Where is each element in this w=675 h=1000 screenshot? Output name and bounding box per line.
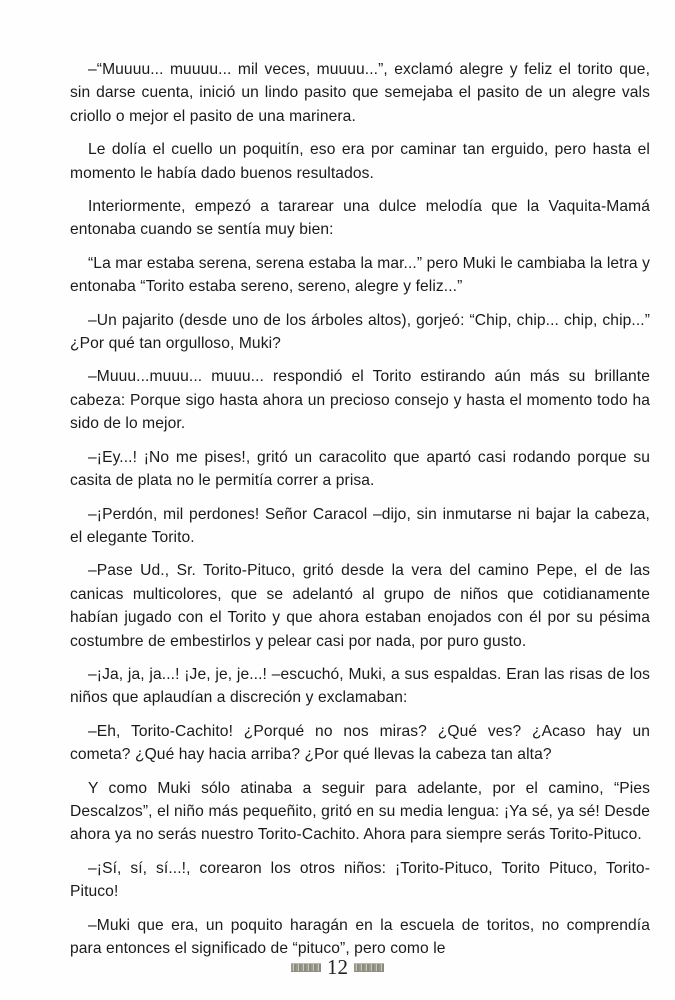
paragraph-5: –Un pajarito (desde uno de los árboles altos), gorjeó: “Chip, chip... chip, chip...” ¿Por qué tan orgulloso, Muki?	[70, 311, 650, 353]
paragraph-8: –¡Perdón, mil perdones! Señor Caracol –dijo, sin inmutarse ni bajar la cabeza, el elegante Torito.	[70, 505, 650, 546]
paragraph-14: –Muki que era, un poquito haragán en la escuela de toritos, no comprendía para entonces el significado de “pituco”, pero como le	[70, 916, 650, 957]
paragraph-2: Le dolía el cuello un poquitín, eso era por caminar tan erguido, pero hasta el momento le había dado buenos resultados.	[70, 141, 650, 182]
paragraph-12: Y como Muki sólo atinaba a seguir para adelante, por el camino, “Pies Descalzos”, el niño más pequeñito, gritó en su media lengua: ¡Ya sé, ya sé! Desde ahora ya no serás nuestro Torito-Cachito. Ahora para siempre serás Torito-Pituco.	[70, 779, 650, 844]
page-footer	[0, 952, 675, 982]
body-text	[70, 58, 650, 970]
right-ornament-icon	[354, 963, 384, 972]
paragraph-13: –¡Sí, sí, sí...!, corearon los otros niños: ¡Torito-Pituco, Torito Pituco, Torito-Pituco!	[70, 859, 650, 901]
page-number: 12	[327, 955, 348, 979]
paragraph-6: –Muuu...muuu... muuu... respondió el Torito estirando aún más su brillante cabeza: Porque sigo hasta ahora un precioso consejo y hasta el momento todo ha sido de lo mejor.	[70, 368, 650, 433]
paragraph-7: –¡Ey...! ¡No me pises!, gritó un caracolito que apartó casi rodando porque su casita de plata no le permitía correr a prisa.	[70, 448, 650, 490]
paragraph-9: –Pase Ud., Sr. Torito-Pituco, gritó desde la vera del camino Pepe, el de las canicas multicolores, que se adelantó al grupo de niños que cotidianamente habían jugado con el Torito y que ahora estaban enojados con él por su pésima costumbre de embestirlos y pelear casi por nada, por puro gusto.	[70, 562, 650, 650]
left-ornament-icon	[291, 963, 321, 972]
paragraph-10: –¡Ja, ja, ja...! ¡Je, je, je...! –escuchó, Muki, a sus espaldas. Eran las risas de los niños que aplaudían a discreción y exclamaban:	[70, 665, 650, 707]
paragraph-3: Interiormente, empezó a tararear una dulce melodía que la Vaquita-Mamá entonaba cuando se sentía muy bien:	[70, 198, 650, 239]
paragraph-1: –“Muuuu... muuuu... mil veces, muuuu...”, exclamó alegre y feliz el torito que, sin darse cuenta, inició un lindo pasito que semejaba el pasito de un alegre vals criollo o mejor el pasito de una marinera.	[70, 61, 650, 125]
paragraph-11: –Eh, Torito-Cachito! ¿Porqué no nos miras? ¿Qué ves? ¿Acaso hay un cometa? ¿Qué hay hacia arriba? ¿Por qué llevas la cabeza tan alta?	[70, 722, 650, 764]
paragraph-4: “La mar estaba serena, serena estaba la mar...” pero Muki le cambiaba la letra y entonaba “Torito estaba sereno, sereno, alegre y feliz...”	[70, 254, 650, 296]
